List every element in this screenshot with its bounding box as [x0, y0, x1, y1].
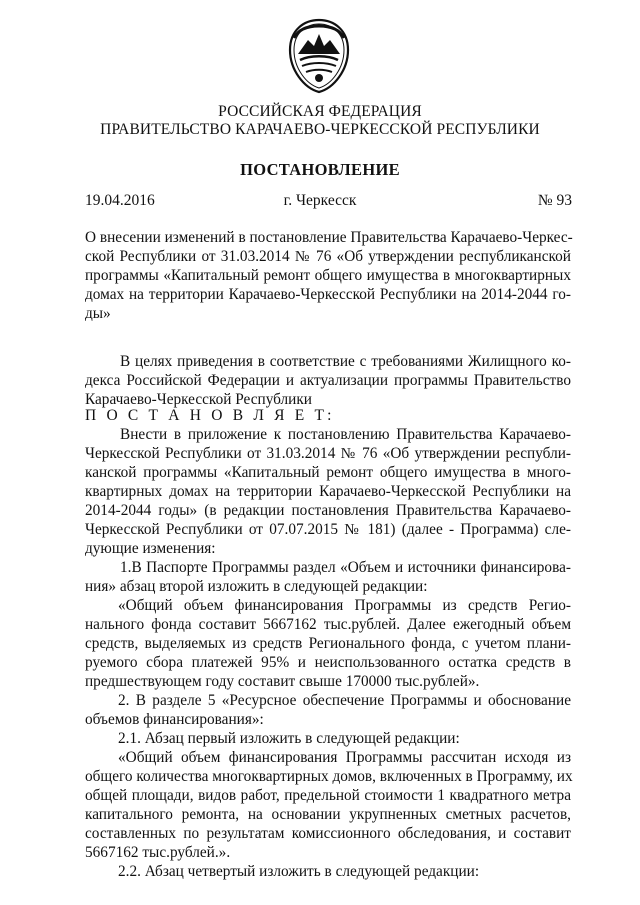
body-line: руемого сбора платежей 95% и неиспользованного остатка средств в	[85, 654, 571, 671]
body-line: «Общий объем финансирования Программы рассчитан исходя из	[118, 749, 571, 766]
body-line: составленных по результатам комиссионного обследования, и составит	[85, 825, 571, 842]
body-line: дующие изменения:	[85, 540, 216, 557]
body-line: объемов финансирования»:	[85, 711, 264, 728]
body-line: капитального ремонта, на основании укрупненных сметных расчетов,	[85, 806, 571, 823]
subject-line: ды»	[85, 305, 111, 322]
body-line: общего количества многоквартирных домов, включенных в Программу, их	[85, 768, 573, 785]
government-header: ПРАВИТЕЛЬСТВО КАРАЧАЕВО-ЧЕРКЕССКОЙ РЕСПУБЛИКИ	[100, 121, 540, 138]
body-line: квартирных домах на территории Карачаево-Черкесской Республики на	[85, 483, 571, 500]
document-date: 19.04.2016	[85, 192, 155, 209]
body-line: общей площади, видов работ, предельной стоимости 1 квадратного метра	[85, 787, 571, 804]
body-line: 2.1. Абзац первый изложить в следующей редакции:	[118, 730, 460, 747]
body-line: канской программы «Капитальный ремонт общего имущества в много-	[85, 464, 571, 481]
body-line: 5667162 тыс.рублей.».	[85, 844, 231, 861]
body-line: Черкесской Республики от 07.07.2015 № 181) (далее - Программа) сле-	[85, 521, 571, 538]
decree-word: П О С Т А Н О В Л Я Е Т:	[85, 407, 335, 424]
body-line: Внести в приложение к постановлению Правительства Карачаево-	[120, 426, 571, 443]
body-line: ния» абзац второй изложить в следующей редакции:	[85, 578, 428, 595]
body-line: «Общий объем финансирования Программы из средств Регио-	[118, 597, 571, 614]
coat-of-arms-emblem	[286, 18, 352, 94]
document-type-title: ПОСТАНОВЛЕНИЕ	[240, 160, 400, 179]
body-line: 2. В разделе 5 «Ресурсное обеспечение Программы и обоснование	[118, 692, 571, 709]
body-line: В целях приведения в соответствие с требованиями Жилищного ко-	[120, 353, 571, 370]
subject-line: домах на территории Карачаево-Черкесской Республики на 2014-2044 го-	[85, 286, 571, 303]
body-line: декса Российской Федерации и актуализации программы Правительство	[85, 372, 571, 389]
body-line: нального фонда составит 5667162 тыс.рублей. Далее ежегодный объем	[85, 616, 571, 633]
body-line: Черкесской Республики от 31.03.2014 № 76 «Об утверждении республи-	[85, 445, 571, 462]
document-number: № 93	[537, 192, 572, 209]
country-header: РОССИЙСКАЯ ФЕДЕРАЦИЯ	[218, 103, 422, 120]
subject-line: ской Республики от 31.03.2014 № 76 «Об утверждении республиканской	[85, 248, 571, 265]
body-line: 2014-2044 годы» (в редакции постановления Правительства Карачаево-	[85, 502, 571, 519]
body-line: средств, выделяемых из средств Регионального фонда, с учетом плани-	[85, 635, 571, 652]
body-line: предшествующем году составит свыше 170000 тыс.рублей».	[85, 673, 480, 690]
document-city: г. Черкесск	[283, 192, 357, 209]
body-line: Карачаево-Черкесской Республики	[85, 391, 312, 408]
subject-line: О внесении изменений в постановление Правительства Карачаево-Черкес-	[85, 229, 573, 246]
body-line: 1.В Паспорте Программы раздел «Объем и источники финансирова-	[120, 559, 571, 576]
subject-line: программы «Капитальный ремонт общего имущества в многоквартирных	[85, 267, 571, 284]
body-line: 2.2. Абзац четвертый изложить в следующей редакции:	[118, 863, 480, 880]
